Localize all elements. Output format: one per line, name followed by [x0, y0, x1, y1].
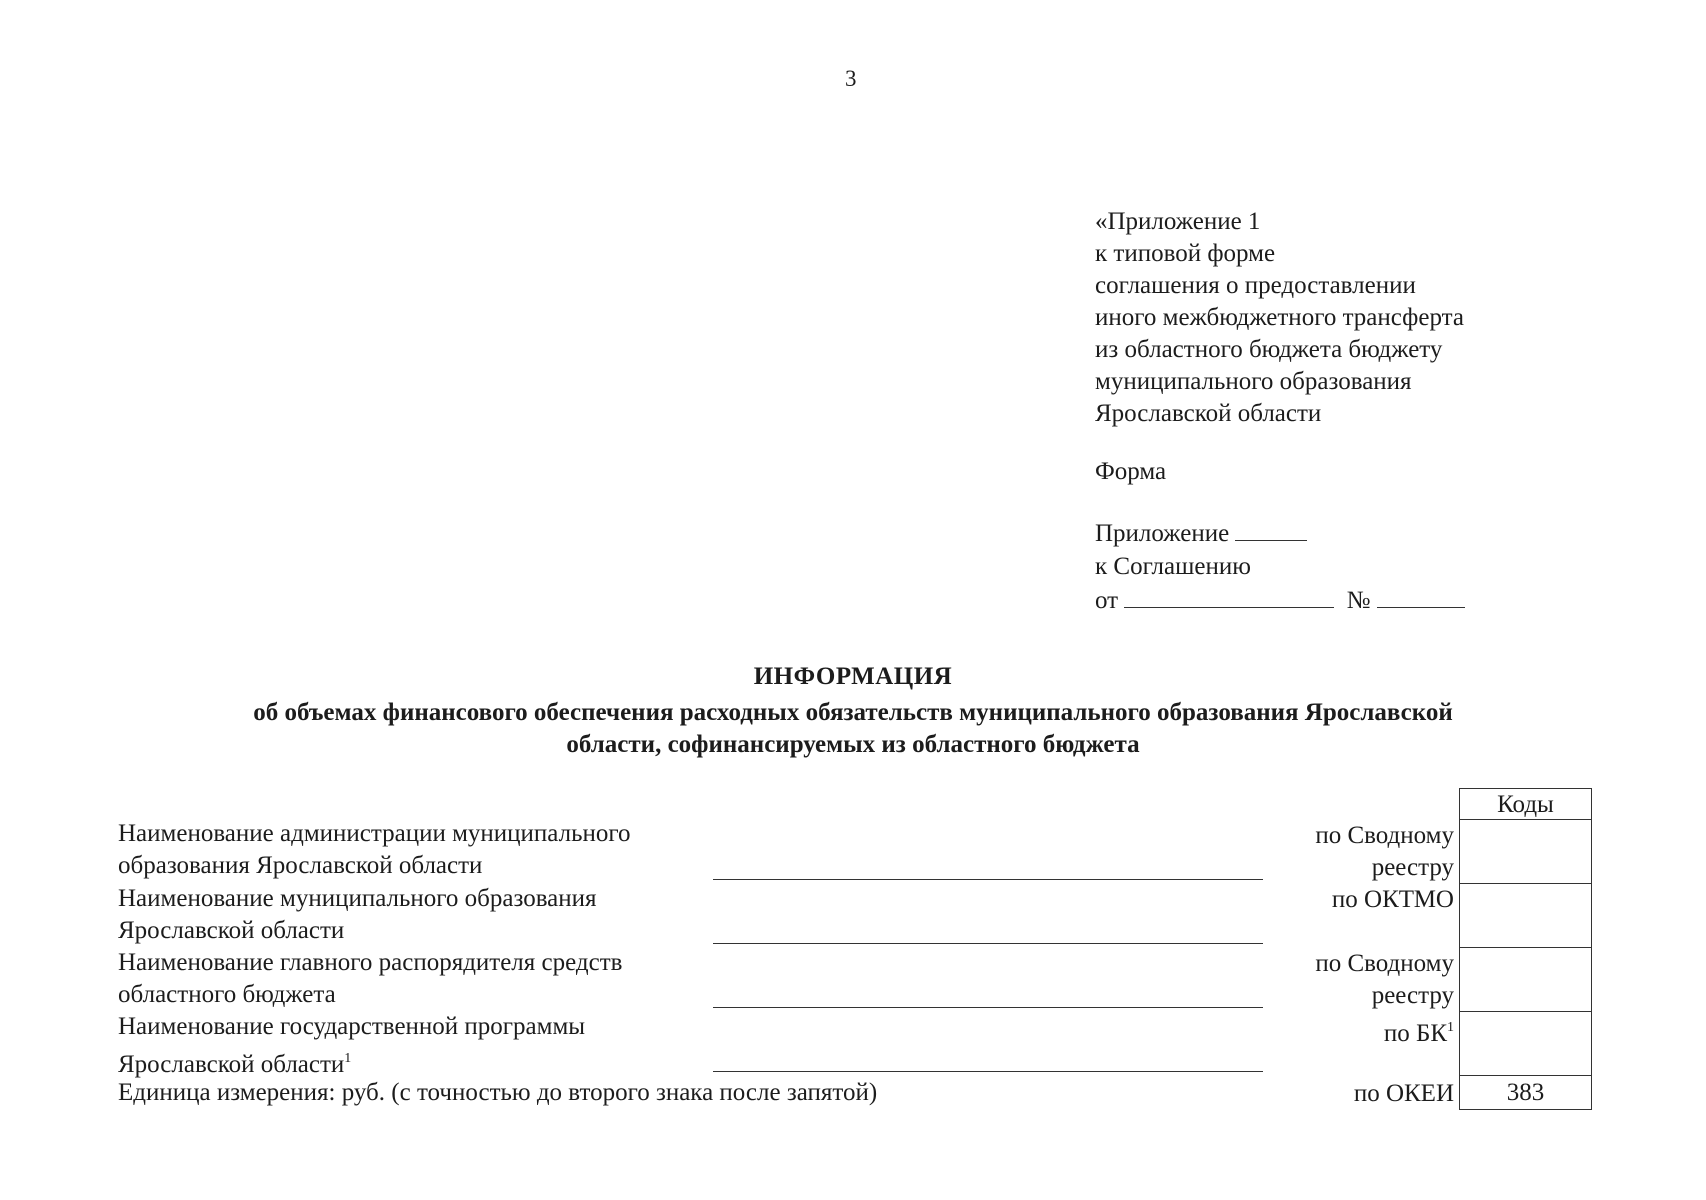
appendix-line: Ярославской области — [1095, 400, 1322, 427]
agreement-date-blank[interactable] — [1124, 583, 1334, 608]
code-label-line: реестру — [1371, 982, 1454, 1009]
footnote-marker: 1 — [344, 1051, 352, 1066]
agreement-number-sign: № — [1346, 587, 1371, 614]
code-label-line: по ОКТМО — [1331, 886, 1454, 913]
codes-header: Коды — [1459, 788, 1592, 820]
appendix-heading — [1095, 206, 1464, 430]
document-subtitle: области, софинансируемых из областного бюджета — [566, 731, 1140, 758]
code-label-line: по Сводному — [1315, 822, 1454, 849]
field-admin-name-label — [118, 818, 631, 882]
field-distributor-label — [118, 947, 622, 1011]
code-label-oktmo — [1332, 884, 1454, 916]
field-label-line: Наименование государственной программы — [118, 1013, 586, 1040]
appendix-line: к типовой форме — [1095, 240, 1276, 267]
field-label-text: Ярославской области — [118, 1051, 345, 1078]
page-number: 3 — [845, 66, 857, 91]
appendix-line: соглашения о предоставлении — [1095, 272, 1416, 299]
code-cell-registry-distributor[interactable] — [1459, 948, 1592, 1012]
field-label-line: Наименование главного распорядителя средств — [118, 949, 623, 976]
field-label-line: областного бюджета — [118, 981, 336, 1008]
appendix-line: из областного бюджета бюджету — [1095, 336, 1443, 363]
agreement-from-label: от — [1095, 587, 1119, 614]
document-title: ИНФОРМАЦИЯ — [753, 663, 953, 690]
field-program-input[interactable] — [713, 1071, 1263, 1072]
agreement-to-line: к Соглашению — [1095, 553, 1251, 580]
appendix-line: «Приложение 1 — [1095, 208, 1261, 235]
agreement-appendix-label: Приложение — [1095, 520, 1230, 547]
code-cell-registry-admin[interactable] — [1459, 820, 1592, 884]
code-label-line: реестру — [1371, 854, 1454, 881]
unit-label: Единица измерения: руб. (с точностью до второго знака после запятой) — [118, 1079, 878, 1106]
field-distributor-input[interactable] — [713, 1007, 1263, 1008]
code-cell-okei: 383 — [1459, 1076, 1592, 1110]
code-label-text: по БК — [1383, 1020, 1447, 1047]
field-label-line — [118, 1043, 585, 1081]
appendix-line: муниципального образования — [1095, 368, 1412, 395]
footnote-marker: 1 — [1447, 1020, 1454, 1035]
code-cell-bk[interactable] — [1459, 1012, 1592, 1076]
appendix-line: иного межбюджетного трансферта — [1095, 304, 1464, 331]
code-cell-oktmo[interactable] — [1459, 884, 1592, 948]
agreement-number-blank[interactable] — [1377, 583, 1465, 608]
field-label-line: Ярославской области — [118, 917, 345, 944]
agreement-appendix-number-blank[interactable] — [1235, 516, 1307, 541]
field-label-line: Наименование администрации муниципального — [118, 820, 631, 847]
field-admin-name-input[interactable] — [713, 879, 1263, 880]
agreement-appendix-line — [1095, 516, 1465, 550]
code-label-registry — [1315, 820, 1454, 884]
code-label-line — [1384, 1012, 1454, 1050]
agreement-reference — [1095, 516, 1465, 617]
document-subtitle: об объемах финансового обеспечения расходных обязательств муниципального образования Ярославской — [253, 699, 1453, 726]
agreement-date-line — [1095, 583, 1465, 617]
field-program-label — [118, 1011, 585, 1081]
field-municipality-label — [118, 883, 597, 947]
form-label: Форма — [1095, 458, 1167, 485]
field-label-line: образования Ярославской области — [118, 852, 483, 879]
code-label-bk — [1384, 1012, 1454, 1050]
field-municipality-input[interactable] — [713, 943, 1263, 944]
code-label-line: по Сводному — [1315, 950, 1454, 977]
code-label-okei: по ОКЕИ — [1353, 1080, 1454, 1107]
field-label-line: Наименование муниципального образования — [118, 885, 597, 912]
code-label-registry-2 — [1315, 948, 1454, 1012]
